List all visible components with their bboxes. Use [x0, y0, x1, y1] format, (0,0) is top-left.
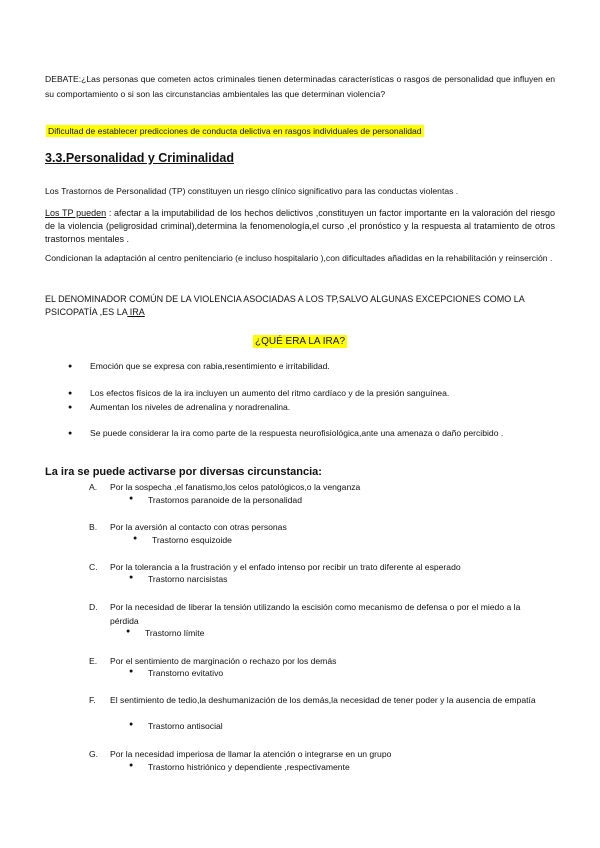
disorder-bullet: ● Transtorno evitativo [148, 668, 223, 678]
disorder-bullet: ● Trastorno esquizoide [152, 535, 232, 545]
bullet-item: ● Se puede considerar la ira como parte de la respuesta neurofisiológica,ante una amenaza o daño percibido . [90, 427, 550, 440]
paragraph-tp-effects [45, 207, 555, 246]
cause-text: El sentimiento de tedio,la deshumanización de los demás,la necesidad de tener poder y la ausencia de empatía [110, 695, 536, 705]
tp-effects-text: : afectar a la imputabilidad de los hechos delictivos ,constituyen un factor importante en la valoración del riesgo de la violencia (peligrosidad criminal),determina la fenomenología,el curso ,el pronóstico y la respuesta al tratamiento de otros trastornos mentales . [45, 208, 555, 244]
cause-letter: F. [89, 695, 96, 705]
disorder-bullet: ● Trastorno histriónico y dependiente ,respectivamente [148, 762, 350, 772]
cause-item [89, 600, 550, 628]
denominator-text: EL DENOMINADOR COMÚN DE LA VIOLENCIA ASOCIADAS A LOS TP,SALVO ALGUNAS EXCEPCIONES COMO LA PSICOPATÍA ,ES LA [45, 294, 525, 317]
disorder-bullet: ● Trastorno narcisistas [148, 574, 227, 584]
disorder-bullet: ● Trastorno antisocial [148, 721, 223, 731]
cause-item [89, 654, 550, 668]
cause-letter: D. [89, 602, 98, 612]
highlighted-note-text: Dificultad de establecer predicciones de conducta delictiva en rasgos individuales de personalidad [48, 126, 422, 136]
debate-paragraph: DEBATE:¿Las personas que cometen actos criminales tienen determinadas características o rasgos de personalidad que influyen en su comportamiento o si son las circunstancias ambientales las que determinan violencia? [45, 74, 555, 99]
disorder-bullet: ● Trastornos paranoide de la personalidad [148, 495, 302, 505]
question-title-text: ¿QUÉ ERA LA IRA? [254, 336, 346, 347]
bullet-item: ● Los efectos físicos de la ira incluyen un aumento del ritmo cardíaco y de la presión sanguínea. [90, 387, 550, 400]
cause-text: Por el sentimiento de marginación o rechazo por los demás [110, 656, 337, 666]
cause-item [89, 693, 550, 707]
cause-text: Por la necesidad de liberar la tensión utilizando la escisión como mecanismo de defensa o por el miedo a la pérdida [110, 602, 521, 626]
causes-subheading: La ira se puede activarse por diversas circunstancia: [45, 466, 322, 478]
cause-letter: E. [89, 656, 98, 666]
question-title [0, 331, 600, 349]
cause-text: Por la tolerancia a la frustración y el enfado intenso por recibir un trato diferente al esperado [110, 562, 461, 572]
paragraph-adaptation: Condicionan la adaptación al centro penitenciario (e incluso hospitalario ),con dificultades añadidas en la rehabilitación y reinserción . [45, 253, 553, 263]
cause-item [89, 560, 550, 574]
highlighted-note [46, 124, 424, 139]
paragraph-tp-risk: Los Trastornos de Personalidad (TP) constituyen un riesgo clínico significativo para las conductas violentas . [45, 186, 459, 196]
cause-text: Por la aversión al contacto con otras personas [110, 522, 287, 532]
disorder-bullet: ● Trastorno límite [145, 628, 204, 638]
cause-letter: G. [89, 749, 99, 759]
section-heading: 3.3.Personalidad y Criminalidad [45, 151, 234, 165]
cause-item [89, 747, 550, 761]
cause-letter: C. [89, 562, 98, 572]
bullet-item: ● Aumentan los niveles de adrenalina y noradrenalina. [90, 401, 550, 414]
cause-text: Por la necesidad imperiosa de llamar la atención o integrarse en un grupo [110, 749, 392, 759]
cause-item [89, 480, 550, 494]
tp-lead-underlined: Los TP pueden [45, 208, 107, 218]
paragraph-denominator [45, 293, 555, 319]
bullet-item: ● Emoción que se expresa con rabia,resentimiento e irritabilidad. [90, 360, 550, 373]
cause-text: Por la sospecha ,el fanatismo,los celos patológicos,o la venganza [110, 482, 361, 492]
ira-underlined: IRA [127, 307, 145, 317]
cause-letter: B. [89, 522, 98, 532]
cause-item [89, 520, 550, 534]
cause-letter: A. [89, 482, 98, 492]
